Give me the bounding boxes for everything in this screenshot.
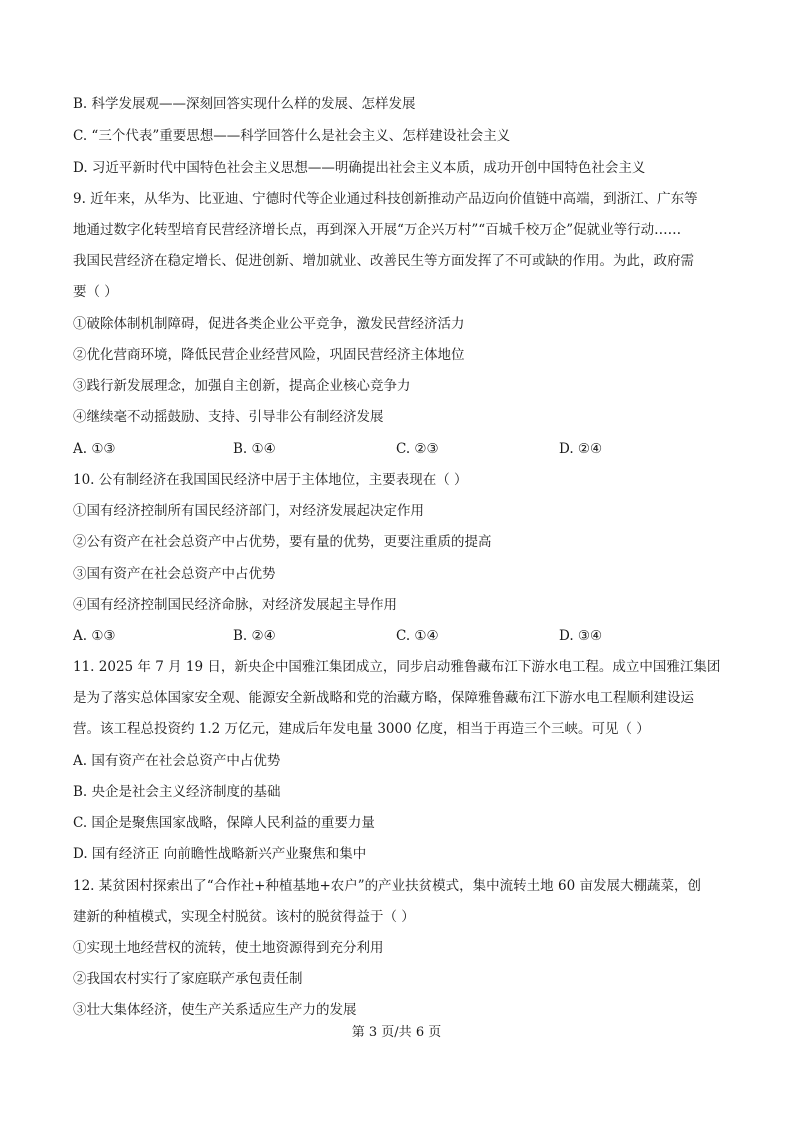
q12-stem-line2: 建新的种植模式，实现全村脱贫。该村的脱贫得益于（ ） [73,909,415,925]
q9-stem-line3: 我国民营经济在稳定增长、促进创新、增加就业、改善民生等方面发挥了不可或缺的作用。为此，政府需 [73,253,694,269]
q10-option-a: A. ①③ [73,628,116,644]
q9-statement-2: ②优化营商环境，降低民营企业经营风险，巩固民营经济主体地位 [73,347,465,363]
q11-stem-line3: 营。该工程总投资约 1.2 万亿元，建成后年发电量 3000 亿度，相当于再造三个三峡。可见（ ） [73,721,650,737]
q10-option-c: C. ①④ [396,628,439,644]
q11-option-b: B. 央企是社会主义经济制度的基础 [73,784,281,800]
q10-option-d: D. ③④ [559,628,603,644]
q9-statement-1: ①破除体制机制障碍，促进各类企业公平竞争，激发民营经济活力 [73,316,465,332]
q9-stem-line2: 地通过数字化转型培育民营经济增长点，再到深入开展“万企兴万村”“百城千校万企”促就业等行动…… [73,222,682,238]
q9-stem-line4: 要（ ） [73,284,118,300]
q9-option-c: C. ②③ [396,441,439,457]
q11-option-a: A. 国有资产在社会总资产中占优势 [73,753,281,769]
q9-stem-line1: 9. 近年来，从华为、比亚迪、宁德时代等企业通过科技创新推动产品迈向价值链中高端，到浙江、广东等 [73,191,698,207]
q12-statement-3: ③壮大集体经济，使生产关系适应生产力的发展 [73,1002,357,1018]
q9-statement-3: ③践行新发展理念，加强自主创新，提高企业核心竞争力 [73,378,411,394]
q9-option-a: A. ①③ [73,441,116,457]
q9-option-d: D. ②④ [559,441,603,457]
q10-statement-1: ①国有经济控制所有国民经济部门，对经济发展起决定作用 [73,503,424,519]
q10-option-b: B. ②④ [233,628,276,644]
q10-options [73,626,723,646]
q10-statement-2: ②公有资产在社会总资产中占优势，要有量的优势，更要注重质的提高 [73,534,492,550]
q8-option-b: B. 科学发展观——深刻回答实现什么样的发展、怎样发展 [73,96,416,112]
q10-statement-3: ③国有资产在社会总资产中占优势 [73,566,276,582]
q8-option-d: D. 习近平新时代中国特色社会主义思想——明确提出社会主义本质，成功开创中国特色社会主义 [73,160,646,176]
q11-stem-line1: 11. 2025 年 7 月 19 日，新央企中国雅江集团成立，同步启动雅鲁藏布江下游水电工程。成立中国雅江集团 [73,659,721,675]
q12-statement-1: ①实现土地经营权的流转，使土地资源得到充分利用 [73,940,384,956]
q9-option-b: B. ①④ [233,441,276,457]
q11-option-c: C. 国企是聚焦国家战略，保障人民利益的重要力量 [73,815,375,831]
q9-options [73,439,723,459]
q12-statement-2: ②我国农村实行了家庭联产承包责任制 [73,971,303,987]
q12-stem-line1: 12. 某贫困村探索出了“合作社+种植基地+农户”的产业扶贫模式，集中流转土地 60 亩发展大棚蔬菜，创 [73,878,701,894]
q9-statement-4: ④继续毫不动摇鼓励、支持、引导非公有制经济发展 [73,409,384,425]
q10-statement-4: ④国有经济控制国民经济命脉，对经济发展起主导作用 [73,597,397,613]
page-footer: 第 3 页/共 6 页 [351,1025,442,1040]
q8-option-c: C. “三个代表”重要思想——科学回答什么是社会主义、怎样建设社会主义 [73,128,511,144]
q11-option-d: D. 国有经济正 向前瞻性战略新兴产业聚焦和集中 [73,846,367,862]
q10-stem: 10. 公有制经济在我国国民经济中居于主体地位，主要表现在（ ） [73,472,468,488]
q11-stem-line2: 是为了落实总体国家安全观、能源安全新战略和党的治藏方略，保障雅鲁藏布江下游水电工程顺利建设运 [73,690,694,706]
